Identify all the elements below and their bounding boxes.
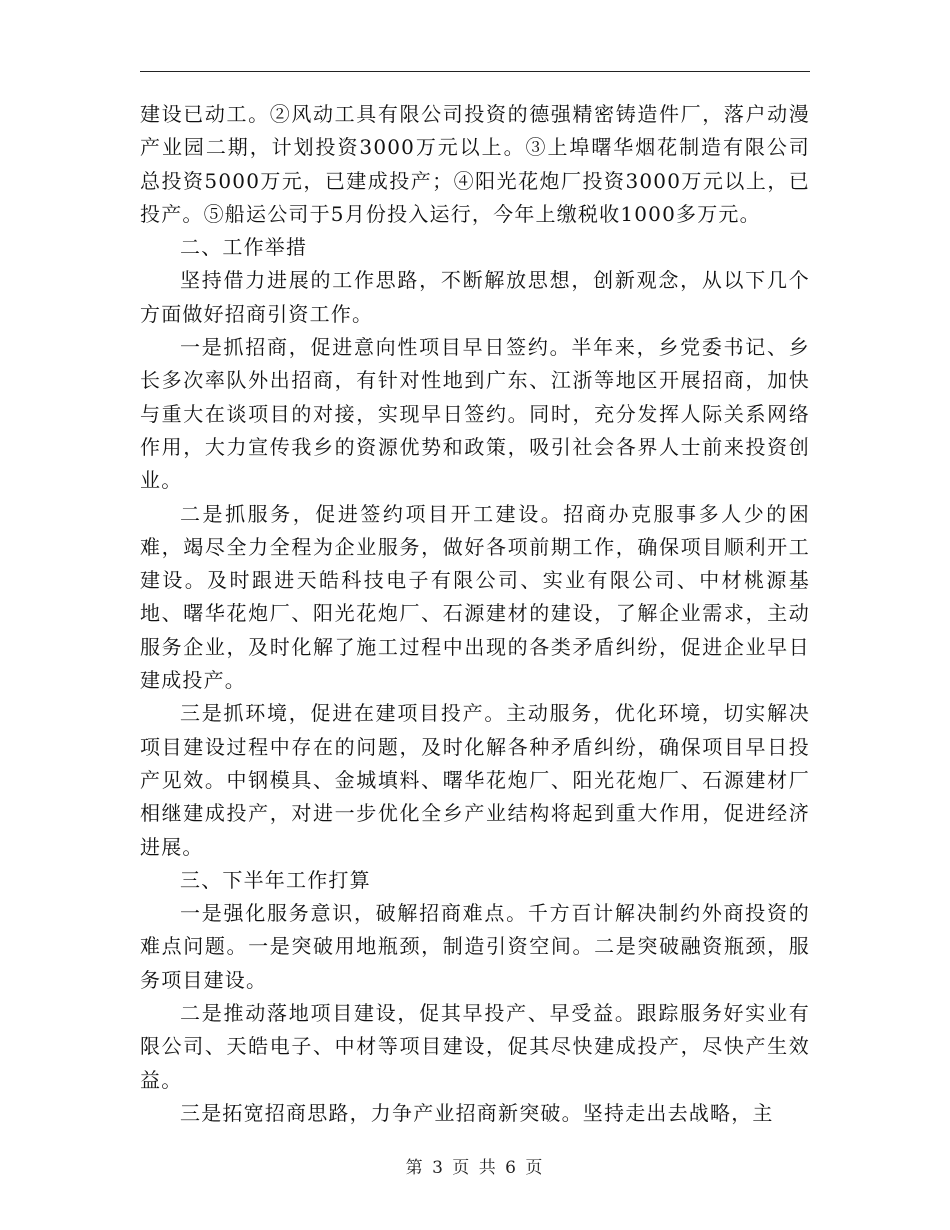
document-body [140,98,810,1130]
paragraph-investment: 一是抓招商，促进意向性项目早日签约。半年来，乡党委书记、乡长多次率队外出招商，有针对性地到广东、江浙等地区开展招商，加快与重大在谈项目的对接，实现早日签约。同时，充分发挥人际关系网络作用，大力宣传我乡的资源优势和政策，吸引社会各界人士前来投资创业。 [140,335,810,493]
section-heading-measures: 二、工作举措 [180,235,308,260]
paragraph-intro: 坚持借力进展的工作思路，不断解放思想，创新观念，从以下几个方面做好招商引资工作。 [140,268,810,326]
paragraph-plan-one: 一是强化服务意识，破解招商难点。千方百计解决制约外商投资的难点问题。一是突破用地瓶颈，制造引资空间。二是突破融资瓶颈，服务项目建设。 [140,901,810,992]
section-heading-plan: 三、下半年工作打算 [180,867,371,892]
paragraph-plan-two: 二是推动落地项目建设，促其早投产、早受益。跟踪服务好实业有限公司、天皓电子、中材等项目建设，促其尽快建成投产，尽快产生效益。 [140,1001,810,1092]
paragraph-environment: 三是抓环境，促进在建项目投产。主动服务，优化环境，切实解决项目建设过程中存在的问题，及时化解各种矛盾纠纷，确保项目早日投产见效。中钢模具、金城填料、曙华花炮厂、阳光花炮厂、石源建材厂相继建成投产，对进一步优化全乡产业结构将起到重大作用，促进经济进展。 [140,701,810,859]
header-rule [140,71,810,72]
paragraph-service: 二是抓服务，促进签约项目开工建设。招商办克服事多人少的困难，竭尽全力全程为企业服务，做好各项前期工作，确保项目顺利开工建设。及时跟进天皓科技电子有限公司、实业有限公司、中材桃源基地、曙华花炮厂、阳光花炮厂、石源建材的建设，了解企业需求，主动服务企业，及时化解了施工过程中出现的各类矛盾纠纷，促进企业早日建成投产。 [140,501,810,693]
paragraph-continuation: 建设已动工。②风动工具有限公司投资的德强精密铸造件厂，落户动漫产业园二期，计划投资3000万元以上。③上埠曙华烟花制造有限公司总投资5000万元，已建成投产；④阳光花炮厂投资3000万元以上，已投产。⑤船运公司于5月份投入运行，今年上缴税收1000多万元。 [140,102,810,226]
page-number-footer: 第 3 页 共 6 页 [405,1158,545,1178]
paragraph-plan-three: 三是拓宽招商思路，力争产业招商新突破。坚持走出去战略，主 [180,1100,774,1125]
